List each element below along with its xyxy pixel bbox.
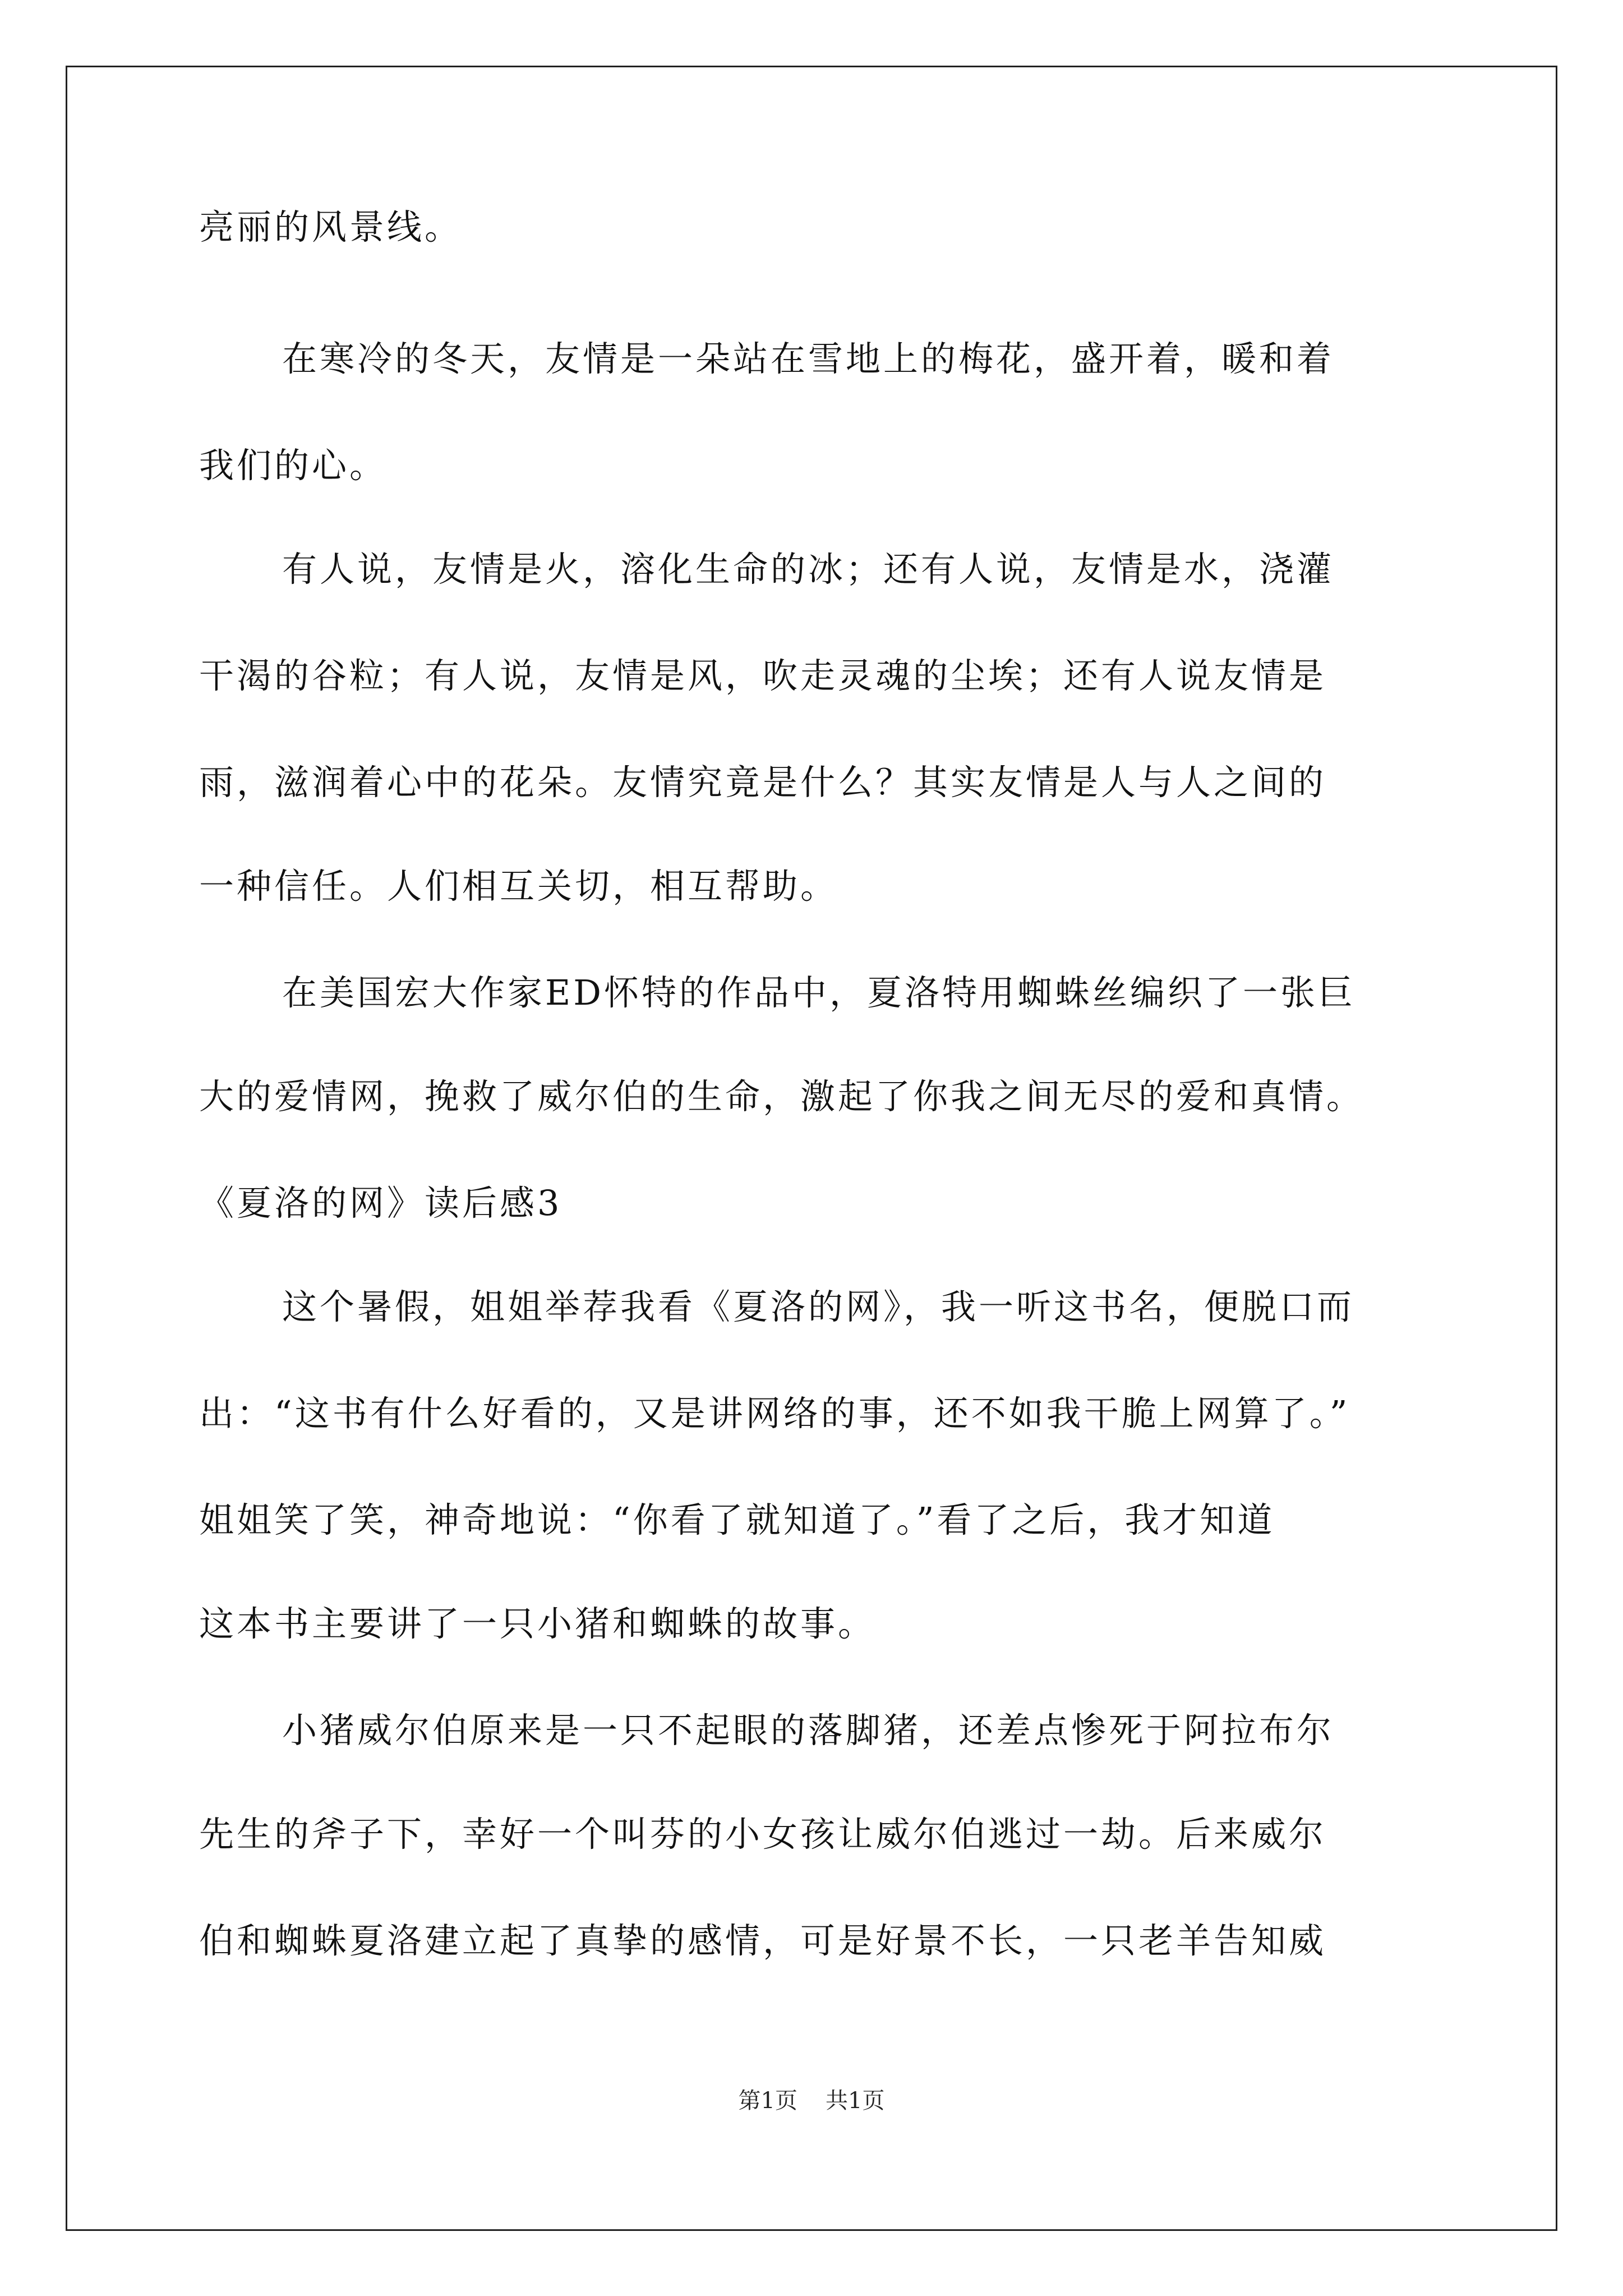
paragraph-first-line: 小猪威尔伯原来是一只不起眼的落脚猪，还差点惨死于阿拉布尔 <box>282 1710 1335 1751</box>
page-border <box>66 66 1557 2231</box>
text-line: 出：“这书有什么好看的，又是讲网络的事，还不如我干脆上网算了。” <box>199 1393 1350 1434</box>
text-line: 干渴的谷粒；有人说，友情是风，吹走灵魂的尘埃；还有人说友情是 <box>199 655 1327 696</box>
section-heading: 《夏洛的网》读后感3 <box>199 1182 562 1223</box>
text-line: 一种信任。人们相互关切，相互帮助。 <box>199 866 838 907</box>
text-line: 伯和蜘蛛夏洛建立起了真挚的感情，可是好景不长，一只老羊告知威 <box>199 1920 1327 1961</box>
text-line: 大的爱情网，挽救了威尔伯的生命，激起了你我之间无尽的爱和真情。 <box>199 1076 1364 1117</box>
paragraph-first-line: 在寒冷的冬天，友情是一朵站在雪地上的梅花，盛开着，暖和着 <box>282 338 1335 379</box>
text-line: 姐姐笑了笑，神奇地说：“你看了就知道了。”看了之后，我才知道 <box>199 1499 1275 1540</box>
page-footer <box>0 2084 1623 2118</box>
paragraph-first-line: 有人说，友情是火，溶化生命的冰；还有人说，友情是水，浇灌 <box>282 549 1335 590</box>
page-number-total: 共1页 <box>826 2088 885 2114</box>
text-line: 这本书主要讲了一只小猪和蜘蛛的故事。 <box>199 1603 876 1644</box>
paragraph-first-line: 这个暑假，姐姐举荐我看《夏洛的网》，我一听这书名，便脱口而 <box>282 1286 1355 1327</box>
text-line: 先生的斧子下，幸好一个叫芬的小女孩让威尔伯逃过一劫。后来威尔 <box>199 1814 1327 1855</box>
text-line: 雨，滋润着心中的花朵。友情究竟是什么？其实友情是人与人之间的 <box>199 762 1327 803</box>
text-line: 我们的心。 <box>199 445 388 486</box>
paragraph-first-line: 在美国宏大作家ED怀特的作品中，夏洛特用蜘蛛丝编织了一张巨 <box>282 972 1355 1013</box>
text-line: 亮丽的风景线。 <box>199 206 463 247</box>
page-number-current: 第1页 <box>738 2088 797 2114</box>
